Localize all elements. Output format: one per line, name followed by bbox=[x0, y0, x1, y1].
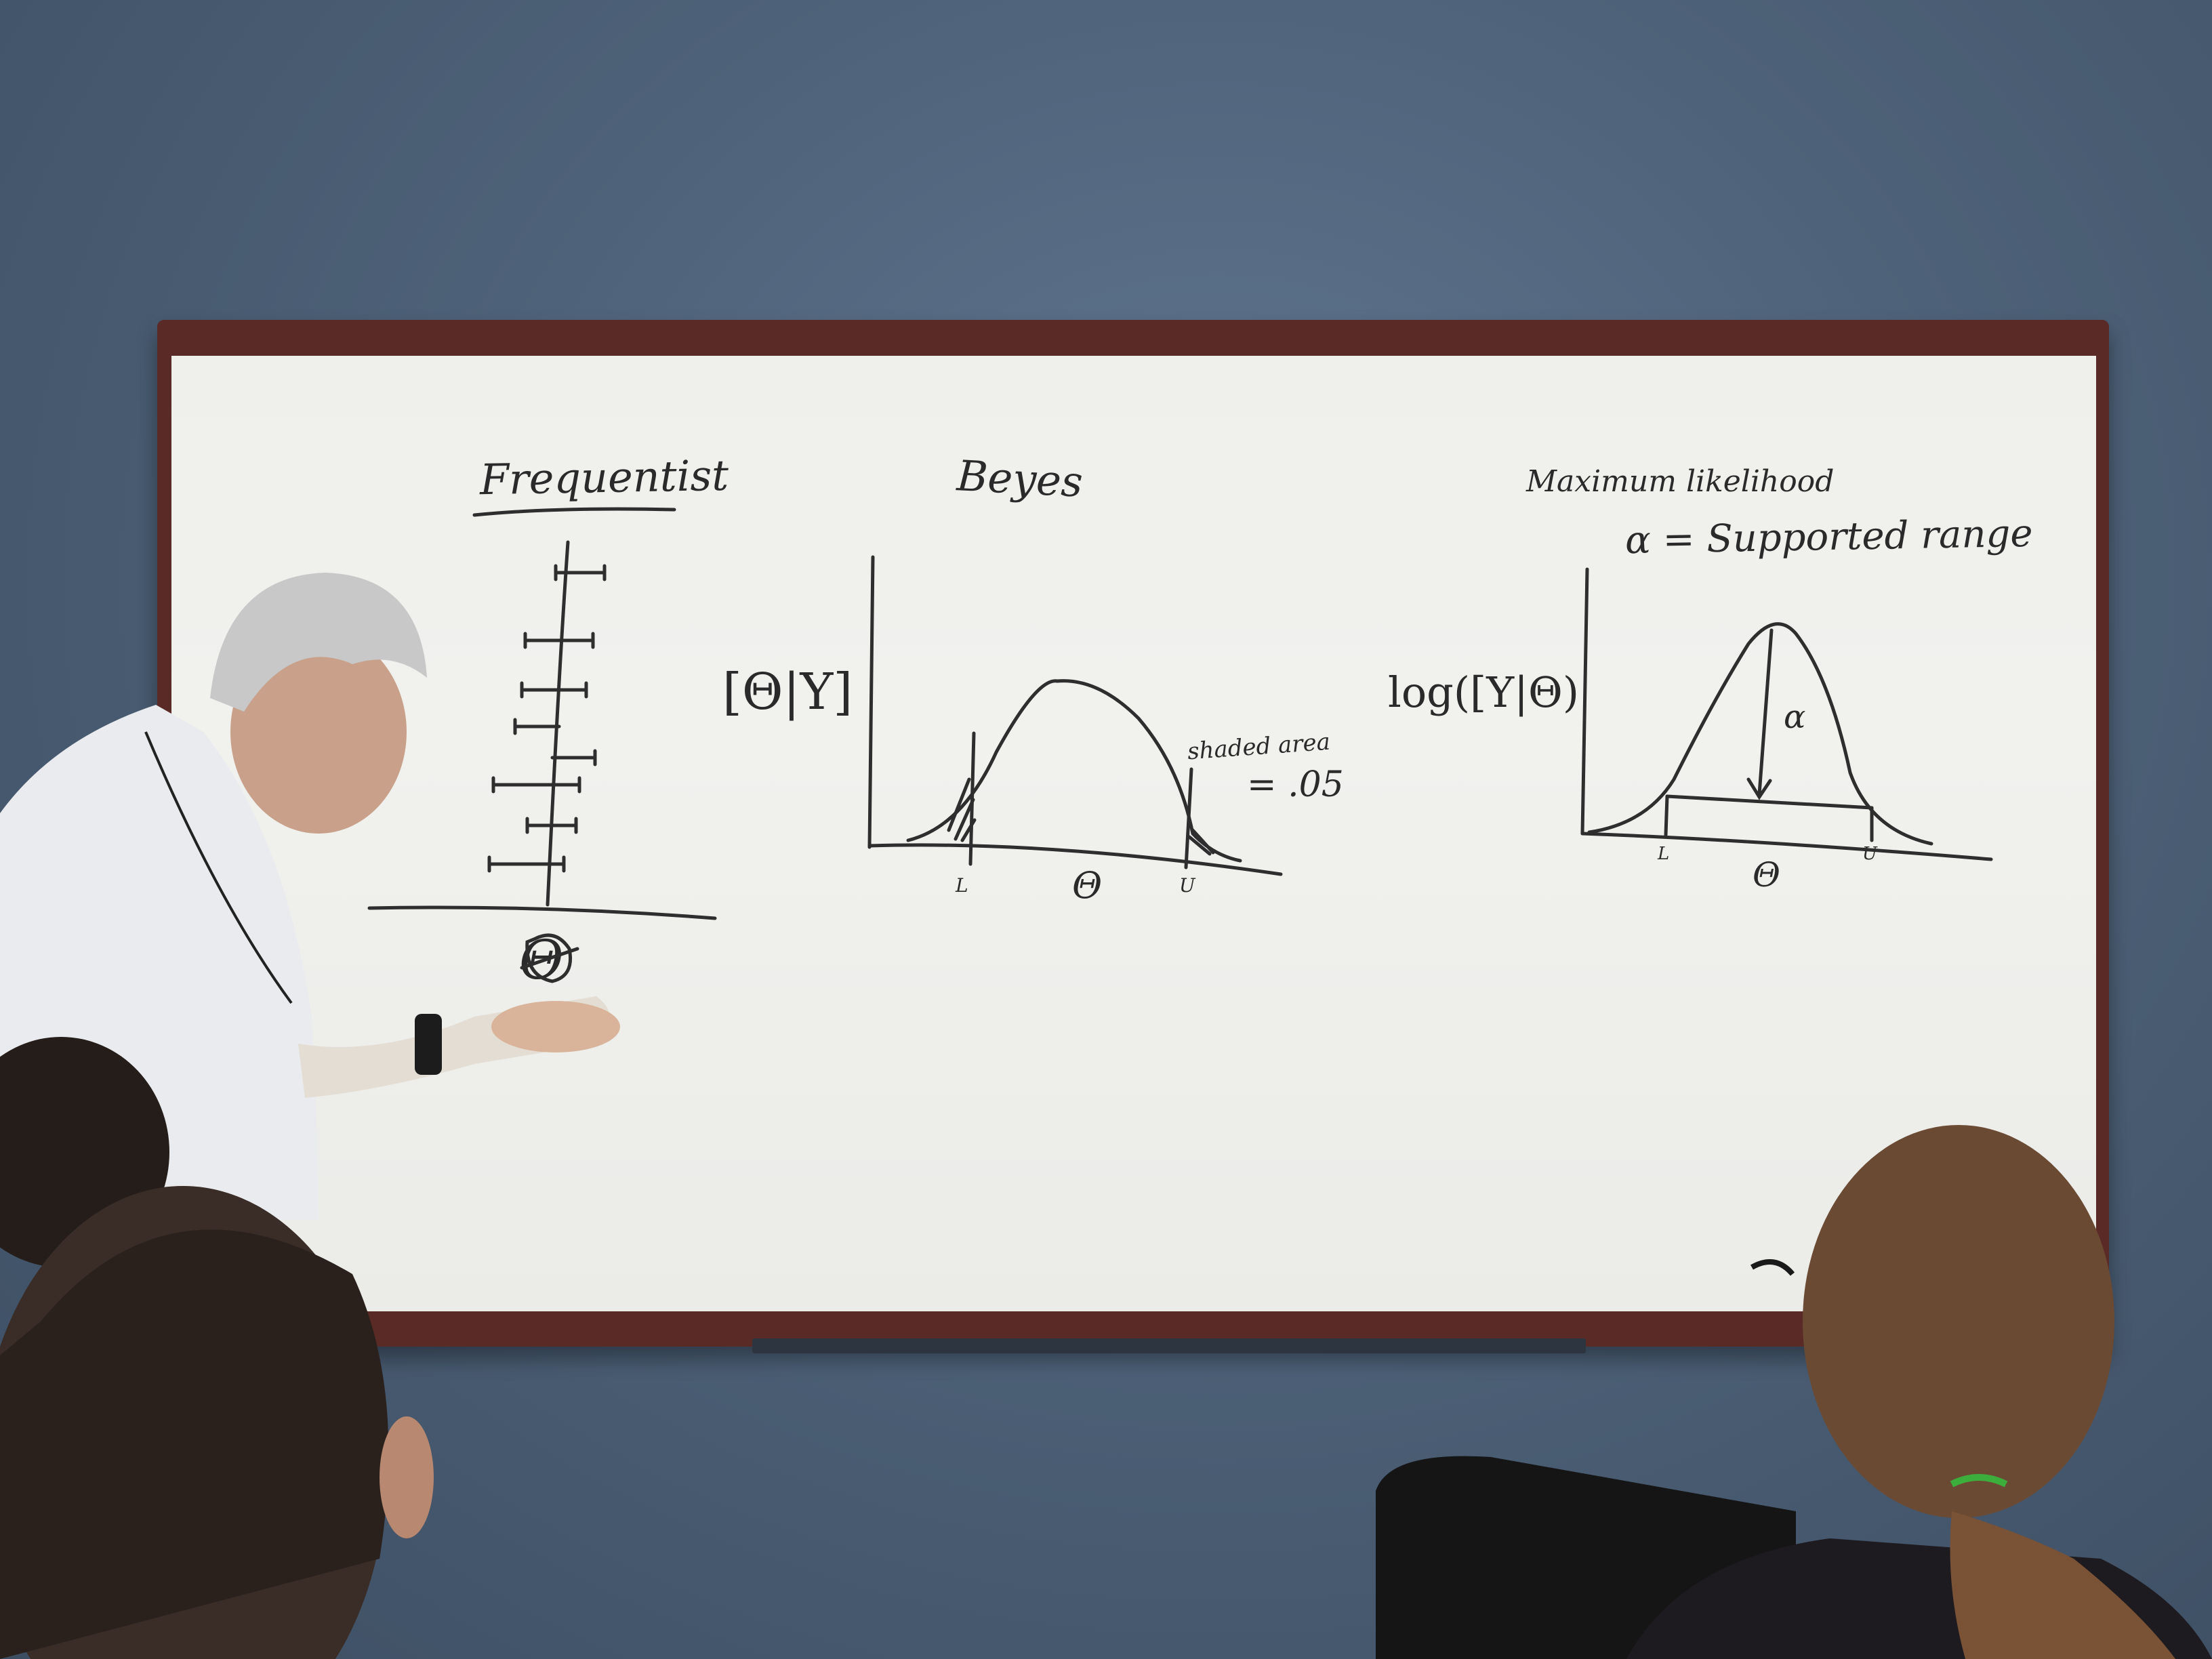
bayes-annotation-line2: = .05 bbox=[1247, 764, 1344, 805]
ml-axis-label: Θ bbox=[1753, 855, 1780, 895]
ml-tick-low: L bbox=[1658, 844, 1670, 864]
ml-tick-high: U bbox=[1862, 844, 1877, 864]
ml-y-label: log([Y|Θ) bbox=[1388, 668, 1580, 717]
bayes-tick-high: U bbox=[1179, 874, 1195, 897]
ml-subheading: α = Supported range bbox=[1624, 511, 2033, 563]
bayes-axis-label: Θ bbox=[1072, 864, 1103, 907]
bayes-tick-low: L bbox=[956, 874, 968, 897]
audience-member-right bbox=[1376, 1125, 2212, 1659]
bayes-annotation-line1: shaded area bbox=[1186, 728, 1332, 766]
audience-left-ear bbox=[380, 1416, 434, 1538]
frequentist-heading: Frequentist bbox=[479, 450, 729, 505]
audience-right-head bbox=[1803, 1125, 2114, 1518]
presenter-watch bbox=[415, 1014, 442, 1075]
bayes-y-label: [Θ|Y] bbox=[722, 663, 853, 721]
audience-right-glasses bbox=[1752, 1262, 1793, 1274]
presenter-hand bbox=[491, 1001, 620, 1052]
ml-heading: Maximum likelihood bbox=[1526, 464, 1835, 499]
frequentist-axis-label: Θ bbox=[519, 928, 564, 991]
ml-alpha-label: α bbox=[1784, 698, 1806, 736]
bayes-heading: Beyes bbox=[956, 451, 1084, 507]
